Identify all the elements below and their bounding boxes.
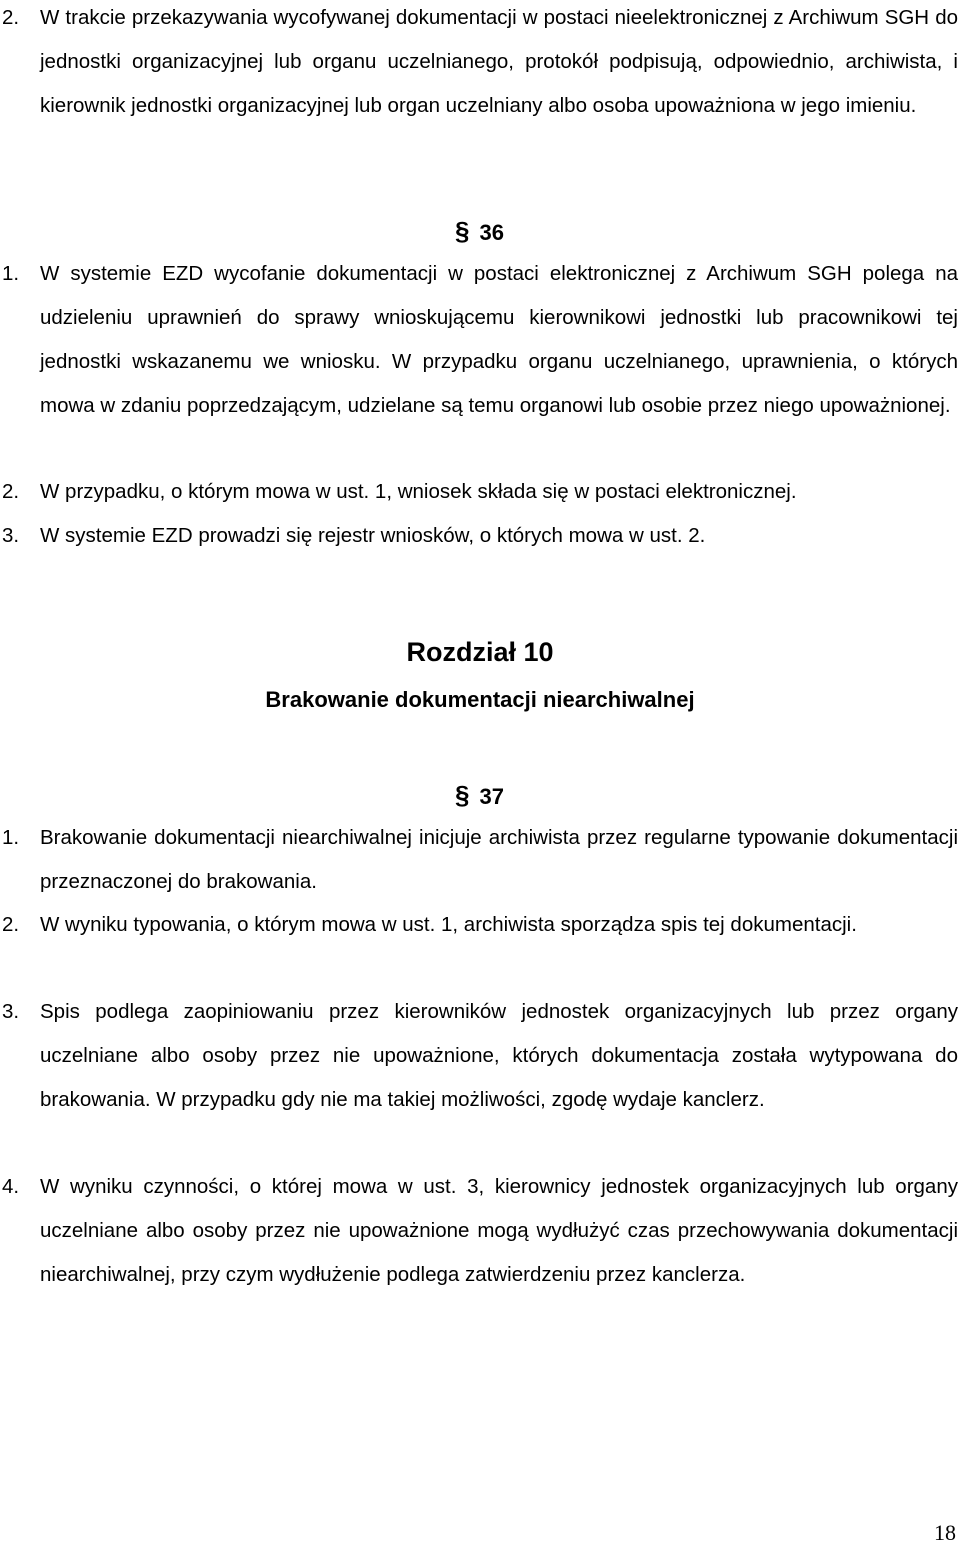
item-number: 2. [2, 480, 20, 503]
section-heading-37 [455, 780, 504, 812]
item-number: 3. [2, 1000, 20, 1023]
item-text: Spis podlega zaopiniowaniu przez kierowników jednostek organizacyjnych lub przez organy uczelniane albo osoby przez nie upoważnione, których dokumentacja została wytypowana do brakowania. W przypadku gdy nie ma takiej możliwości, zgodę wydaje kanclerz. [40, 1000, 958, 1111]
list-item [0, 903, 958, 947]
section-symbol: § [455, 780, 470, 810]
chapter-subtitle: Brakowanie dokumentacji niearchiwalnej [265, 687, 695, 712]
section-number: 37 [479, 784, 504, 809]
item-number: 4. [2, 1175, 20, 1198]
item-text: W trakcie przekazywania wycofywanej dokumentacji w postaci nieelektronicznej z Archiwum SGH do jednostki organizacyjnej lub organu uczelnianego, protokół podpisują, odpowiednio, archiwista, i kierownik jednostki organizacyjnej lub organ uczelniany albo osoba upoważniona w jego imieniu. [40, 6, 958, 117]
list-item [0, 0, 958, 128]
list-item [0, 470, 958, 514]
list-item [0, 252, 958, 428]
item-text: Brakowanie dokumentacji niearchiwalnej inicjuje archiwista przez regularne typowanie dokumentacji przeznaczonej do brakowania. [40, 826, 958, 893]
item-text: W wyniku typowania, o którym mowa w ust. 1, archiwista sporządza spis tej dokumentacji. [40, 913, 857, 936]
section-symbol: § [455, 216, 470, 246]
item-number: 2. [2, 6, 20, 29]
item-text: W systemie EZD wycofanie dokumentacji w postaci elektronicznej z Archiwum SGH polega na udzieleniu uprawnień do sprawy wnioskującemu kierownikowi jednostki lub pracownikowi tej jednostki wskazanemu we wniosku. W przypadku organu uczelnianego, uprawnienia, o których mowa w zdaniu poprzedzającym, udzielane są temu organowi lub osobie przez niego upoważnionej. [40, 262, 958, 417]
section-number: 36 [479, 220, 504, 245]
chapter-title: Rozdział 10 [406, 637, 554, 667]
item-number: 1. [2, 262, 20, 285]
item-number: 1. [2, 826, 20, 849]
list-item [0, 1165, 958, 1297]
page-number: 18 [934, 1520, 956, 1545]
item-number: 3. [2, 524, 20, 547]
item-text: W przypadku, o którym mowa w ust. 1, wniosek składa się w postaci elektronicznej. [40, 480, 797, 503]
list-item [0, 816, 958, 904]
list-item [0, 990, 958, 1122]
section-heading-36 [455, 216, 504, 248]
list-item [0, 514, 958, 558]
item-text: W wyniku czynności, o której mowa w ust. 3, kierownicy jednostek organizacyjnych lub organy uczelniane albo osoby przez nie upoważnione mogą wydłużyć czas przechowywania dokumentacji niearchiwalnej, przy czym wydłużenie podlega zatwierdzeniu przez kanclerza. [40, 1175, 958, 1286]
item-number: 2. [2, 913, 20, 936]
item-text: W systemie EZD prowadzi się rejestr wniosków, o których mowa w ust. 2. [40, 524, 706, 547]
